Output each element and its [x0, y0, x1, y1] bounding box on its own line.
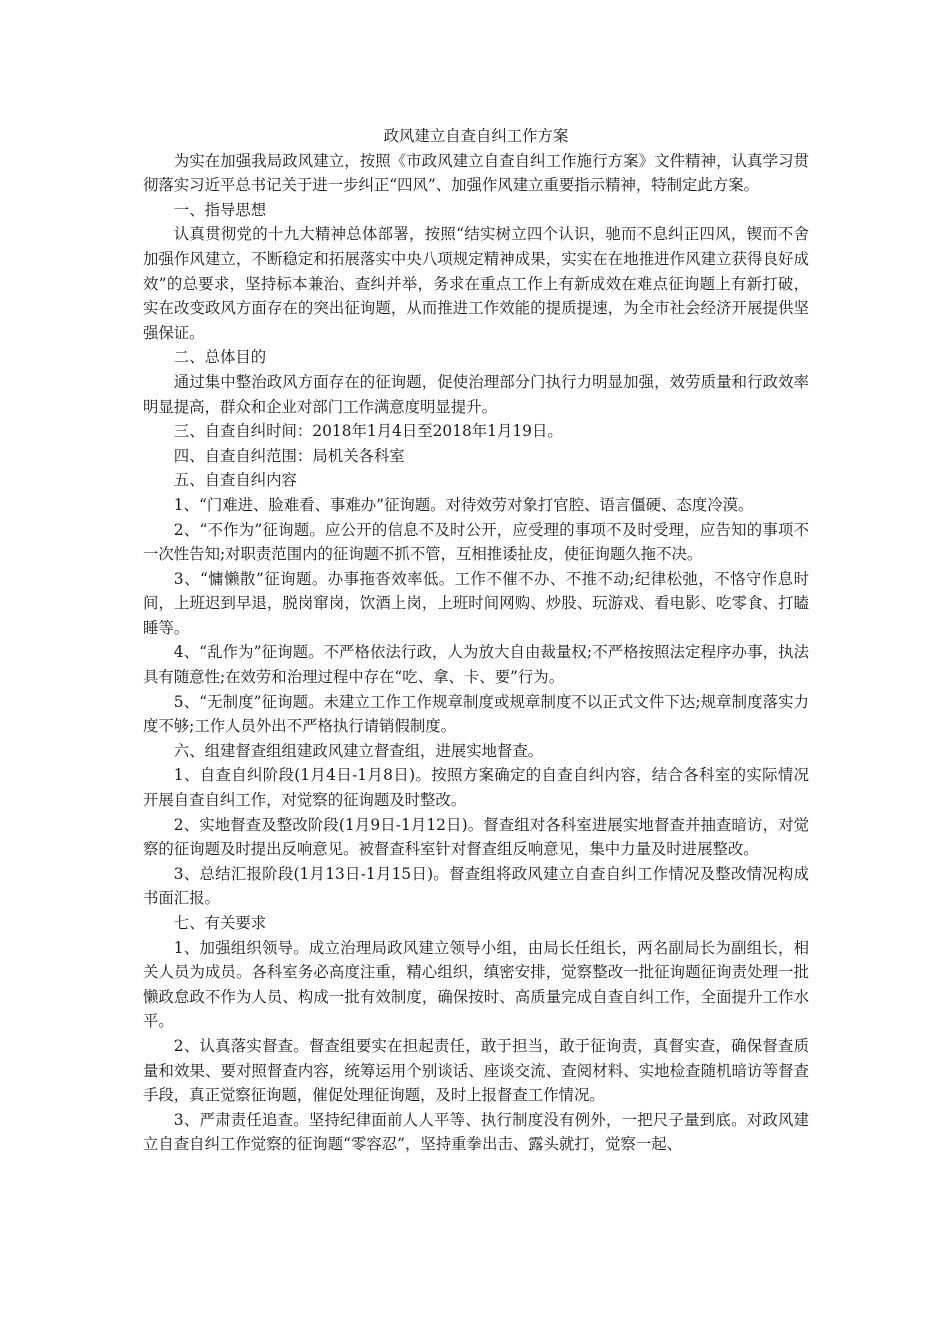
- section-heading-time: 三、自查自纠时间：2018年1月4日至2018年1月19日。: [173, 422, 563, 441]
- requirement-2: 2、认真落实督查。督查组要实在担起责任，敢于担当，敢于征询责，真督实查，确保督查质量和效果、要对照督查内容，统筹运用个别谈话、座谈交流、查阅材料、实地检查随机暗访等督查手段，真正觉察征询题，催促处理征询题，及时上报督查工作情况。: [143, 1036, 809, 1105]
- section-heading-overall-goal: 二、总体目的: [173, 348, 267, 367]
- section-heading-scope: 四、自查自纠范围：局机关各科室: [173, 446, 405, 465]
- paragraph-intro: 为实在加强我局政风建立，按照《市政风建立自查自纠工作施行方案》文件精神，认真学习贯彻落实习近平总书记关于进一步纠正“四风”、加强作风建立重要指示精神，特制定此方案。: [143, 151, 809, 195]
- requirement-3: 3、严肃责任追查。坚持纪律面前人人平等、执行制度没有例外，一把尺子量到底。对政风建立自查自纠工作觉察的征询题“零容忍”，坚持重拳出击、露头就打，觉察一起、: [143, 1110, 809, 1154]
- paragraph-guiding-ideology: 认真贯彻党的十九大精神总体部署，按照“结实树立四个认识，驰而不息纠正四风，锲而不舍加强作风建立，不断稳定和拓展落实中央八项规定精神成果，实实在在地推进作风建立获得良好成效”的总要求，坚持标本兼治、查纠并举，务求在重点工作上有新成效在难点征询题上有新打破，实在改变政风方面存在的突出征询题，从而推进工作效能的提质提速，为全市社会经济开展提供坚强保证。: [143, 225, 809, 342]
- section-heading-inspection: 六、组建督查组组建政风建立督查组，进展实地督查。: [173, 741, 544, 760]
- section-heading-requirements: 七、有关要求: [173, 914, 267, 932]
- inspection-stage-3: 3、总结汇报阶段(1月13日-1月15日)。督查组将政风建立自查自纠工作情况及整改情况构成书面汇报。: [143, 864, 809, 908]
- section-heading-guiding-ideology: 一、指导思想: [173, 200, 267, 219]
- content-item-4: 4、“乱作为”征询题。不严格依法行政，人为放大自由裁量权;不严格按照法定程序办事，执法具有随意性;在效劳和治理过程中存在“吃、拿、卡、要”行为。: [143, 643, 809, 687]
- document-body: [143, 124, 809, 1157]
- content-item-5: 5、“无制度”征询题。未建立工作工作规章制度或规章制度不以正式文件下达;规章制度落实力度不够;工作人员外出不严格执行请销假制度。: [143, 692, 809, 736]
- content-item-1: 1、“门难进、脸难看、事难办”征询题。对待效劳对象打官腔、语言僵硬、态度冷漠。: [173, 495, 754, 514]
- inspection-stage-1: 1、自查自纠阶段(1月4日-1月8日)。按照方案确定的自查自纠内容，结合各科室的实际情况开展自查自纠工作，对觉察的征询题及时整改。: [143, 766, 809, 810]
- document-title: 政风建立自查自纠工作方案: [383, 127, 569, 145]
- inspection-stage-2: 2、实地督查及整改阶段(1月9日-1月12日)。督查组对各科室进展实地督查并抽查暗访，对觉察的征询题及时提出反响意见。被督查科室针对督查组反响意见，集中力量及时进展整改。: [143, 815, 809, 859]
- content-item-3: 3、“慵懒散”征询题。办事拖沓效率低。工作不催不办、不推不动;纪律松弛，不恪守作息时间，上班迟到早退，脱岗窜岗，饮酒上岗，上班时间网购、炒股、玩游戏、看电影、吃零食、打瞌睡等。: [143, 569, 809, 637]
- section-heading-content: 五、自查自纠内容: [173, 471, 297, 490]
- content-item-2: 2、“不作为”征询题。应公开的信息不及时公开，应受理的事项不及时受理，应告知的事项不一次性告知;对职责范围内的征询题不抓不管，互相推诿扯皮，使征询题久拖不决。: [143, 520, 809, 564]
- requirement-1: 1、加强组织领导。成立治理局政风建立领导小组，由局长任组长，两名副局长为副组长，相关人员为成员。各科室务必高度注重，精心组织，缜密安排，觉察整改一批征询题征询责处理一批懒政怠政不作为人员、构成一批有效制度，确保按时、高质量完成自查自纠工作，全面提升工作水平。: [143, 938, 809, 1031]
- paragraph-overall-goal: 通过集中整治政风方面存在的征询题，促使治理部分门执行力明显加强，效劳质量和行政效率明显提高，群众和企业对部门工作满意度明显提升。: [143, 372, 809, 416]
